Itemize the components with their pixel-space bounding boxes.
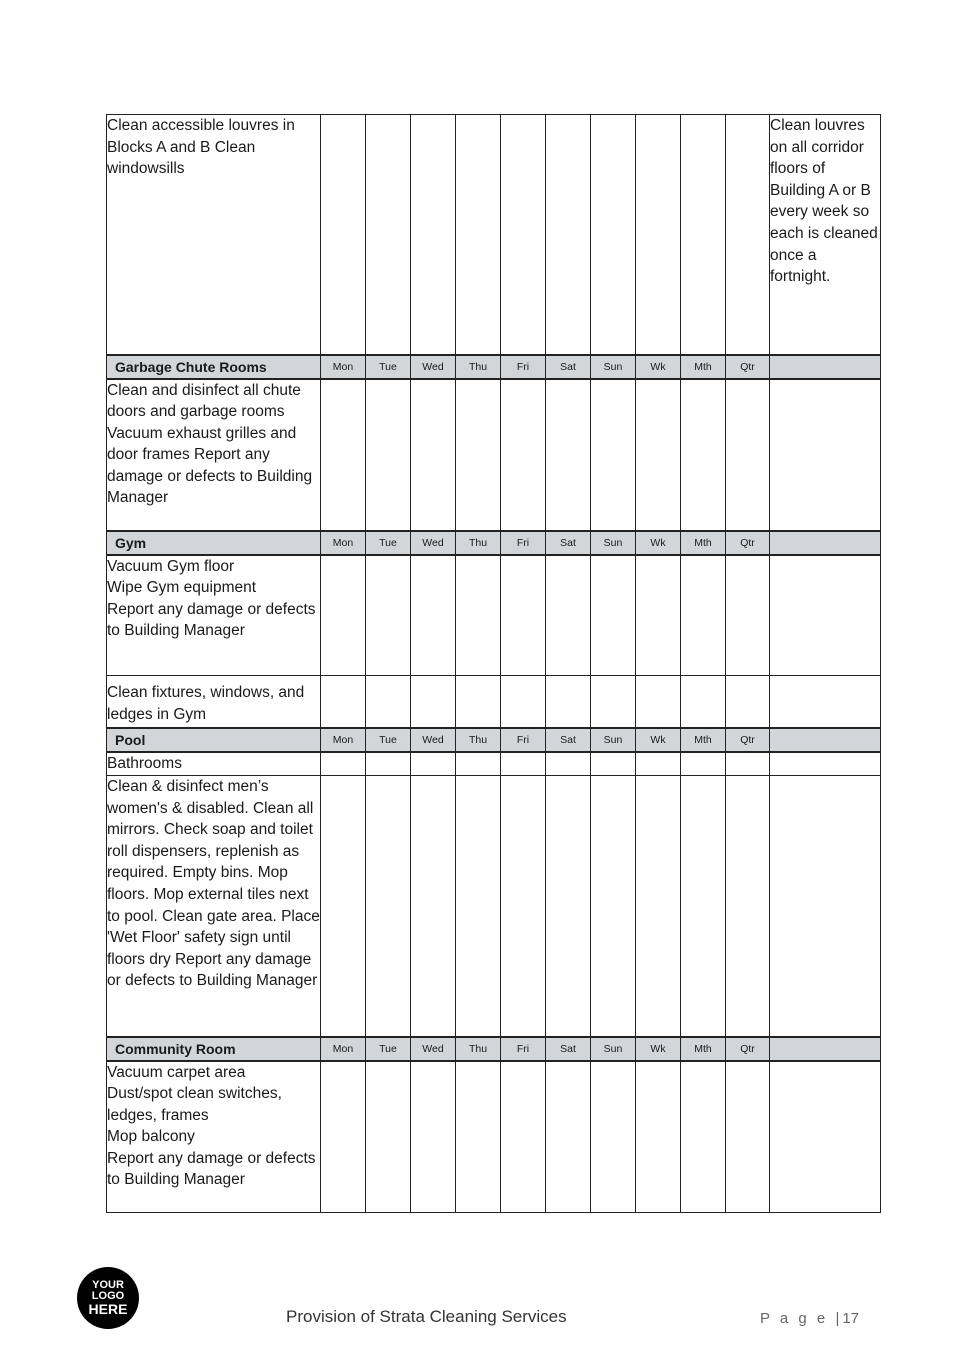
day-header: Fri <box>501 1037 546 1061</box>
header-blank <box>770 531 881 555</box>
check-cell <box>681 115 726 355</box>
day-header: Qtr <box>726 355 770 379</box>
section-title: Gym <box>107 531 321 555</box>
check-cell <box>366 379 411 531</box>
check-cell <box>726 1061 770 1213</box>
check-cell <box>636 379 681 531</box>
check-cell <box>546 555 591 676</box>
day-header: Tue <box>366 355 411 379</box>
check-cell <box>591 115 636 355</box>
day-header: Mon <box>321 531 366 555</box>
check-cell <box>636 555 681 676</box>
day-header: Mth <box>681 531 726 555</box>
day-header: Wed <box>411 728 456 752</box>
day-header: Mth <box>681 728 726 752</box>
table-row <box>107 1061 881 1213</box>
day-header: Qtr <box>726 1037 770 1061</box>
table-row <box>107 115 881 355</box>
day-header: Qtr <box>726 728 770 752</box>
check-cell <box>726 379 770 531</box>
check-cell <box>636 676 681 728</box>
footer-page-number <box>760 1310 859 1327</box>
task-cell: Vacuum Gym floor Wipe Gym equipment Report any damage or defects to Building Manager <box>107 555 321 676</box>
note-cell <box>770 776 881 1037</box>
section-header-community-room <box>107 1037 881 1061</box>
day-header: Mon <box>321 728 366 752</box>
footer-document-title: Provision of Strata Cleaning Services <box>286 1307 567 1326</box>
logo-line: LOGO <box>91 1290 125 1302</box>
page-number: 17 <box>842 1310 860 1327</box>
check-cell <box>501 379 546 531</box>
check-cell <box>726 676 770 728</box>
check-cell <box>321 776 366 1037</box>
day-header: Sat <box>546 531 591 555</box>
check-cell <box>456 555 501 676</box>
check-cell <box>501 752 546 776</box>
check-cell <box>411 1061 456 1213</box>
check-cell <box>411 752 456 776</box>
section-title: Garbage Chute Rooms <box>107 355 321 379</box>
page-label: P a g e <box>760 1310 829 1327</box>
check-cell <box>456 1061 501 1213</box>
check-cell <box>456 115 501 355</box>
check-cell <box>456 379 501 531</box>
check-cell <box>681 752 726 776</box>
check-cell <box>591 1061 636 1213</box>
check-cell <box>321 1061 366 1213</box>
check-cell <box>366 752 411 776</box>
day-header: Wk <box>636 355 681 379</box>
header-blank <box>770 355 881 379</box>
check-cell <box>546 379 591 531</box>
check-cell <box>681 776 726 1037</box>
logo-line: HERE <box>88 1301 128 1317</box>
day-header: Sun <box>591 355 636 379</box>
table-row <box>107 379 881 531</box>
day-header: Sun <box>591 1037 636 1061</box>
day-header: Tue <box>366 728 411 752</box>
note-cell <box>770 379 881 531</box>
day-header: Wed <box>411 1037 456 1061</box>
check-cell <box>546 752 591 776</box>
check-cell <box>501 555 546 676</box>
check-cell <box>546 776 591 1037</box>
note-cell: Clean louvres on all corridor floors of Building A or B every week so each is cleaned once a fortnight. <box>770 115 881 355</box>
task-cell: Clean and disinfect all chute doors and garbage rooms Vacuum exhaust grilles and door frames Report any damage or defects to Building Manager <box>107 379 321 531</box>
check-cell <box>321 752 366 776</box>
task-cell: Bathrooms <box>107 752 321 776</box>
check-cell <box>321 379 366 531</box>
task-cell: Clean accessible louvres in Blocks A and B Clean windowsills <box>107 115 321 355</box>
table-row <box>107 676 881 728</box>
day-header: Wed <box>411 531 456 555</box>
cleaning-schedule-table <box>106 114 881 1213</box>
day-header: Thu <box>456 355 501 379</box>
task-cell: Vacuum carpet area Dust/spot clean switches, ledges, frames Mop balcony Report any damage or defects to Building Manager <box>107 1061 321 1213</box>
note-cell <box>770 752 881 776</box>
header-blank <box>770 728 881 752</box>
check-cell <box>591 379 636 531</box>
check-cell <box>366 776 411 1037</box>
day-header: Fri <box>501 355 546 379</box>
check-cell <box>456 752 501 776</box>
logo-line: YOUR <box>92 1279 124 1291</box>
check-cell <box>366 115 411 355</box>
day-header: Wk <box>636 728 681 752</box>
task-cell: Clean fixtures, windows, and ledges in Gym <box>107 676 321 728</box>
day-header: Wed <box>411 355 456 379</box>
check-cell <box>546 676 591 728</box>
check-cell <box>546 1061 591 1213</box>
check-cell <box>681 379 726 531</box>
check-cell <box>546 115 591 355</box>
section-title: Community Room <box>107 1037 321 1061</box>
header-blank <box>770 1037 881 1061</box>
section-header-pool <box>107 728 881 752</box>
day-header: Mon <box>321 355 366 379</box>
check-cell <box>726 752 770 776</box>
check-cell <box>681 676 726 728</box>
page-separator: | <box>835 1310 843 1327</box>
check-cell <box>591 776 636 1037</box>
task-cell: Clean & disinfect men’s women's & disabled. Clean all mirrors. Check soap and toilet roll dispensers, replenish as required. Empty bins. Mop floors. Mop external tiles next to pool. Clean gate area. Place 'Wet Floor' safety sign until floors dry Report any damage or defects to Building Manager <box>107 776 321 1037</box>
check-cell <box>501 676 546 728</box>
check-cell <box>591 752 636 776</box>
check-cell <box>411 379 456 531</box>
check-cell <box>456 776 501 1037</box>
check-cell <box>636 776 681 1037</box>
note-cell <box>770 1061 881 1213</box>
check-cell <box>321 676 366 728</box>
day-header: Sun <box>591 531 636 555</box>
day-header: Sun <box>591 728 636 752</box>
section-title: Pool <box>107 728 321 752</box>
day-header: Tue <box>366 531 411 555</box>
check-cell <box>726 555 770 676</box>
check-cell <box>321 555 366 676</box>
check-cell <box>591 555 636 676</box>
check-cell <box>411 555 456 676</box>
check-cell <box>411 115 456 355</box>
table-row <box>107 776 881 1037</box>
note-cell <box>770 555 881 676</box>
check-cell <box>501 115 546 355</box>
day-header: Wk <box>636 1037 681 1061</box>
check-cell <box>366 1061 411 1213</box>
check-cell <box>726 776 770 1037</box>
day-header: Thu <box>456 531 501 555</box>
check-cell <box>366 555 411 676</box>
check-cell <box>501 1061 546 1213</box>
check-cell <box>411 676 456 728</box>
day-header: Sat <box>546 728 591 752</box>
day-header: Mon <box>321 1037 366 1061</box>
section-header-gym <box>107 531 881 555</box>
day-header: Wk <box>636 531 681 555</box>
day-header: Sat <box>546 355 591 379</box>
day-header: Sat <box>546 1037 591 1061</box>
check-cell <box>681 555 726 676</box>
day-header: Thu <box>456 728 501 752</box>
section-header-garbage <box>107 355 881 379</box>
check-cell <box>636 115 681 355</box>
day-header: Tue <box>366 1037 411 1061</box>
check-cell <box>411 776 456 1037</box>
day-header: Thu <box>456 1037 501 1061</box>
check-cell <box>321 115 366 355</box>
note-cell <box>770 676 881 728</box>
check-cell <box>681 1061 726 1213</box>
day-header: Fri <box>501 531 546 555</box>
day-header: Mth <box>681 1037 726 1061</box>
company-logo <box>77 1267 139 1329</box>
check-cell <box>591 676 636 728</box>
check-cell <box>456 676 501 728</box>
day-header: Mth <box>681 355 726 379</box>
check-cell <box>636 1061 681 1213</box>
check-cell <box>501 776 546 1037</box>
day-header: Qtr <box>726 531 770 555</box>
check-cell <box>366 676 411 728</box>
check-cell <box>726 115 770 355</box>
table-row <box>107 752 881 776</box>
day-header: Fri <box>501 728 546 752</box>
check-cell <box>636 752 681 776</box>
table-row <box>107 555 881 676</box>
